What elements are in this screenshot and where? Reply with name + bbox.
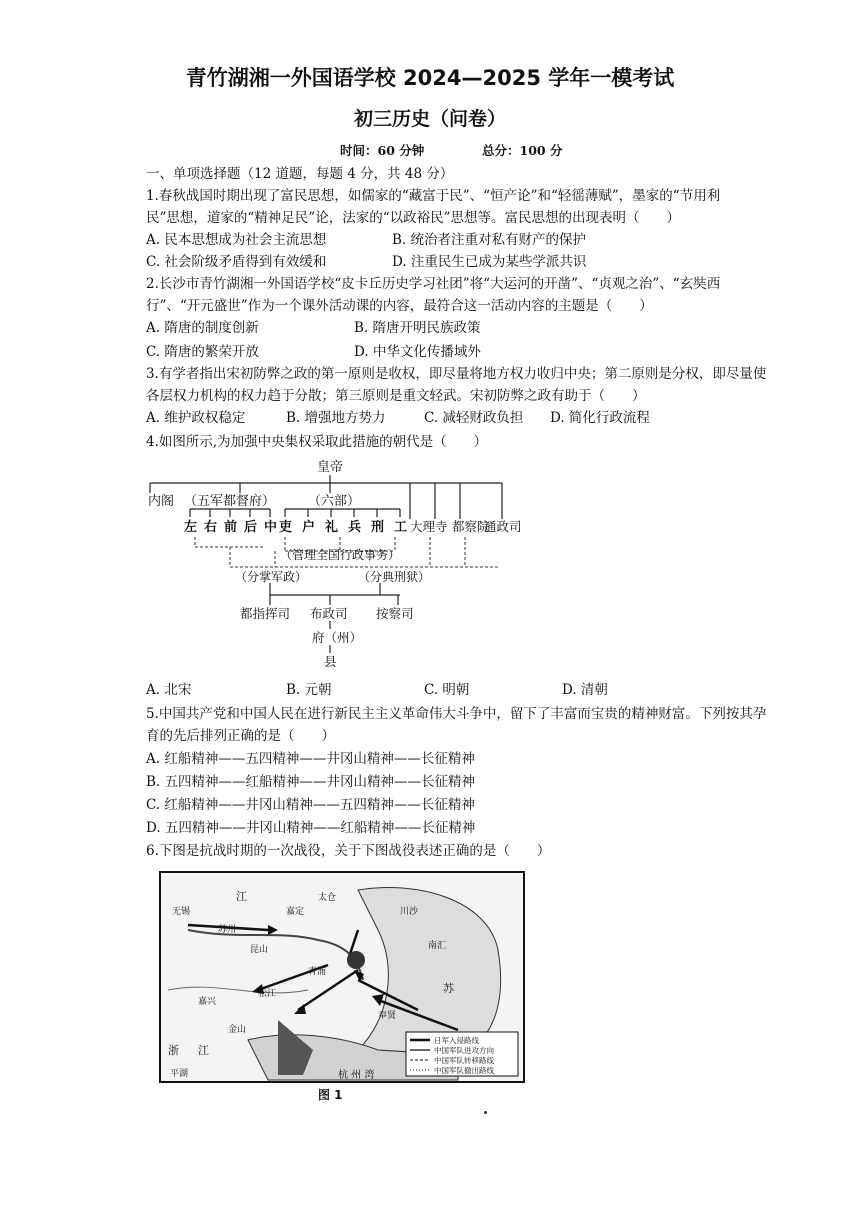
q2-line2: 行”、“开元盛世”作为一个课外活动课的内容，最符合这一活动内容的主题是（ ） [146,298,653,314]
q2-option-d: D. 中华文化传播域外 [354,344,481,360]
q1-line2: 民”思想，道家的“精神足民”论，法家的“以政裕民”思想等。富民思想的出现表明（ ） [146,210,681,226]
map-label-suzhou: 苏州 [218,925,237,935]
map-label-jiaxing: 嘉兴 [198,997,217,1007]
legend-item-3: 中国军队转移路线 [434,1056,494,1065]
map-label-jiang: 江 [236,890,247,903]
q1-option-c: C. 社会阶级矛盾得到有效缓和 [146,254,327,270]
map-label-chuansha: 川沙 [400,907,419,917]
q4-option-d: D. 清朝 [562,682,608,698]
military-label: （分掌军政） [235,570,308,584]
anchasi-label: 按察司 [376,606,414,621]
ministry-xing: 刑 [371,520,385,535]
army-front: 前 [224,520,238,535]
admin-label: （管理全国行政事务） [280,548,401,562]
map-legend [406,1032,518,1076]
q3-option-d: D. 简化行政流程 [550,410,650,426]
ministry-hu: 户 [302,520,316,535]
q5-option-d: D. 五四精神——井冈山精神——红船精神——长征精神 [146,820,476,836]
map-label-jiading: 嘉定 [286,907,305,917]
q3-line2: 各层权力机构的权力趋于分散；第三原则是重文轻武。宋初防弊之政有助于（ ） [146,388,646,404]
legend-item-1: 日军入侵路线 [434,1036,479,1045]
five-army-label: （五军都督府） [184,494,276,509]
q1-option-a: A. 民本思想成为社会主流思想 [146,232,327,248]
q4-option-a: A. 北宋 [146,682,192,698]
map-label-su: 苏 [443,982,454,995]
q1-option-d: D. 注重民生已成为某些学派共识 [392,254,587,270]
map-label-fengxian: 奉贤 [378,1011,397,1021]
army-right: 右 [204,520,218,535]
section-heading: 一、单项选择题（12 道题，每题 4 分，共 48 分） [146,166,454,182]
map-label-taicang: 太仓 [318,893,337,903]
battle-map [158,870,528,1102]
q5-option-c: C. 红船精神——井冈山精神——五四精神——长征精神 [146,797,475,813]
duchayuan-label: 都察院 [452,519,490,534]
q4-stem: 4.如图所示,为加强中央集权采取此措施的朝代是（ ） [146,434,488,450]
q2-option-a: A. 隋唐的制度创新 [146,320,259,336]
legend-item-4: 中国军队撤出路线 [434,1066,494,1075]
q5-line1: 5.中国共产党和中国人民在进行新民主主义革命伟大斗争中，留下了丰富而宝贵的精神财富。下列按其孕 [146,706,767,722]
prefecture-label: 府（州） [312,630,363,645]
q5-option-a: A. 红船精神——五四精神——井冈山精神——长征精神 [146,751,475,767]
scan-dot [484,1111,487,1114]
q4-option-c: C. 明朝 [424,682,470,698]
q4-option-b: B. 元朝 [286,682,332,698]
six-ministries-label: （六部） [308,494,361,509]
map-label-kunshan: 昆山 [250,945,269,955]
q5-line2: 育的先后排列正确的是（ ） [146,728,335,744]
duzhihuishi-label: 都指挥司 [240,606,291,621]
ming-government-diagram [140,455,540,670]
county-label: 县 [324,654,337,669]
q2-option-c: C. 隋唐的繁荣开放 [146,344,259,360]
map-label-nanhui: 南汇 [428,941,447,951]
legend-item-2: 中国军队进攻方向 [434,1046,494,1055]
q3-line1: 3.有学者指出宋初防弊之政的第一原则是收权，即尽量将地方权力收归中央；第二原则是分权，即尽量使 [146,366,767,382]
q3-option-b: B. 增强地方势力 [286,410,386,426]
map-label-songjiang: 松江 [258,989,277,999]
neige-label: 内阁 [148,494,175,509]
map-label-wuxi: 无锡 [172,907,191,917]
map-label-jinshan: 金山 [228,1025,247,1035]
q6-stem: 6.下图是抗战时期的一次战役，关于下图战役表述正确的是（ ） [146,843,551,859]
tongzhengsi-label: 通政司 [484,519,522,534]
dalisi-label: 大理寺 [410,519,448,534]
exam-time: 时间：60 分钟 [340,143,425,158]
map-label-hangzhouwan: 杭 州 湾 [338,1070,375,1081]
exam-title: 青竹湖湘一外国语学校 2024—2025 学年一模考试 [185,66,675,90]
map-label-jiang2: 江 [198,1044,209,1057]
map-label-qingpu: 青浦 [308,967,327,977]
q5-option-b: B. 五四精神——红船精神——井冈山精神——长征精神 [146,774,476,790]
q2-option-b: B. 隋唐开明民族政策 [354,320,481,336]
ministry-bing: 兵 [348,520,362,535]
ministry-li-personnel: 吏 [279,520,293,535]
emperor-label: 皇帝 [316,460,344,475]
buzhengsi-label: 布政司 [310,606,348,621]
army-left: 左 [184,520,198,535]
exam-score: 总分：100 分 [482,143,563,158]
map-label-pinghu: 平湖 [170,1069,189,1079]
q3-option-a: A. 维护政权稳定 [146,410,246,426]
map-caption: 图 1 [318,1088,343,1102]
q1-option-b: B. 统治者注重对私有财产的保护 [392,232,587,248]
q2-line1: 2.长沙市青竹湖湘一外国语学校“皮卡丘历史学习社团”将“大运河的开凿”、“贞观之治”、“玄奘西 [146,276,721,292]
q1-line1: 1.春秋战国时期出现了富民思想，如儒家的“藏富于民”、“恒产论”和“轻徭薄赋”，墨家的“节用利 [146,188,721,204]
army-back: 后 [244,520,258,535]
ministry-li-rites: 礼 [325,520,339,535]
justice-label: （分典刑狱） [358,570,431,584]
q3-option-c: C. 减轻财政负担 [424,410,524,426]
exam-subtitle: 初三历史（问卷） [353,108,506,130]
ministry-gong: 工 [394,520,408,535]
map-label-zhe: 浙 [168,1044,179,1057]
army-middle: 中 [264,520,278,535]
